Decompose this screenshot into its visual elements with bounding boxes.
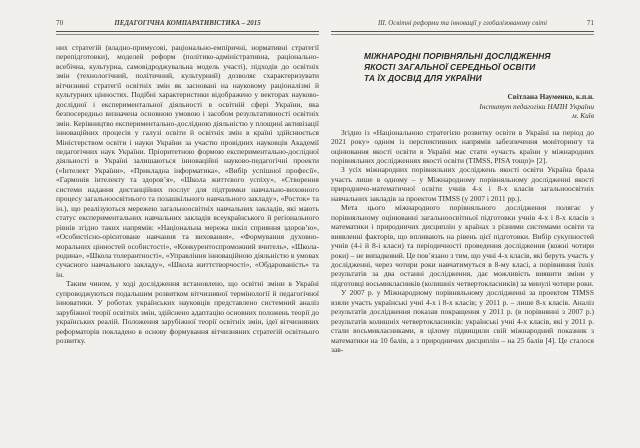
paragraph: Таким чином, у ході дослідження встановлено, що освітні зміни в Україні супроводжуються подальшим розвитком вітчизняної термінології й педагогічної інноватики. У роботах українських науковців представлено системний аналіз зарубіжної теорії освітніх змін, здійснено адаптацію основних положень теорії до українських реалій. Положення зарубіжної теорії освітніх змін, ідеї вітчизняних реформаторів покладено в основу формування вітчизняних стратегій освітнього розвитку. (56, 279, 319, 346)
article-title-line: ЯКОСТІ ЗАГАЛЬНОЇ СЕРЕДНЬОЇ ОСВІТИ (364, 61, 536, 72)
paragraph: них стратегій (владно-примусові, раціонально-емпіричні, нормативні стратегії перепідготовки), моделей реформ (політико-адміністративна, раціонально-всебічна, культурна, самовідроджувальна модель участі), підходів до освітніх змін (технологічний, політичний, культурний) дозволяє схарактеризувати вітчизняні стратегії освітніх змін як засновані на науковому раціоналізмі й культурних цінностях. Подібні характеристики відображено у векторах науково-дослідної і експериментальної діяльності в освітній сфері України, яка безпосередньо визначена основною умовою і засобом результативності освітніх змін. Керівництво експериментально-дослідною діяльністю у площині активізації інноваційних процесів у галузі освіти й освітніх змін в країні здійснюється Міністерством освіти і науки України за участю провідних науковців Академії педагогічних наук України. Пріоритетною формою експериментально-дослідної діяльності в Україні залишаються інноваційні науково-педагогічні проекти («Інтелект України», «Прикладна інформатика», «Вибір успішної професії», «Гармонія інтелекту та здоров’я», «Школа життєвого успіху», «Створення системи надання дистанційних послуг для підтримки навчально-виховного процесу загальноосвітнього та позашкільного навчального закладу», «Росток» та ін.), що реалізуються мережею загальноосвітніх навчальних закладів, які мають статус експериментальних навчальних закладів всеукраїнського й регіонального рівнів згідно таких напрямів: «Національна мережа шкіл сприяння здоров’ю», «Особистісно-орієнтоване навчання та виховання», «Формування духовно-моральних цінностей особистості», «Конкурентоспроможний вчитель», «Школа-родина», «Школа толерантності», «Управління інноваційною діяльністю в умовах сучасного навчального закладу», «Школа життєтворчості», «Обдарованість» та ін. (56, 43, 319, 279)
article-byline (331, 92, 594, 120)
article-city: м. Київ (572, 111, 594, 121)
right-body-text (331, 128, 594, 355)
left-header-rule (56, 31, 319, 35)
article-title-line: МІЖНАРОДНІ ПОРІВНЯЛЬНІ ДОСЛІДЖЕННЯ (364, 51, 551, 61)
left-running-head (56, 19, 319, 28)
left-running-title: ПЕДАГОГІЧНА КОМПАРАТИВІСТИКА – 2015 (114, 20, 261, 27)
paragraph: З усіх міжнародних порівняльних досліджень якості освіти Україна брала участь лише в одному – у Міжнародному порівняльному дослідженні якості природничо-математичної освіти учнів 4-х і 8-х класів загальноосвітніх навчальних закладів за проектом TIMSS (у 2007 і 2011 рр.). (331, 165, 594, 203)
article-affiliation: Інститут педагогіки НАПН України (479, 101, 594, 111)
right-header-rule (331, 31, 594, 35)
left-page-number: 70 (56, 19, 64, 27)
article-title (364, 51, 594, 83)
article-author: Світлана Науменко, к.п.н. (507, 92, 594, 102)
paragraph: Згідно із «Національною стратегією розвитку освіти в Україні на період до 2021 року» одним із перспективних напрямів забезпечення моніторингу та оцінювання якості освіти в Україні має стати «участь країни у міжнародних порівняльних дослідженнях якості освіти (TIMSS, PISA тощо)» [2]. (331, 127, 594, 165)
right-page-number: 71 (586, 19, 594, 27)
left-body-text (56, 43, 319, 346)
right-running-head (331, 19, 594, 28)
right-page (331, 19, 594, 354)
paragraph: Мета цього міжнародного порівняльного дослідження полягає у порівняльному оцінюванні загальноосвітньої підготовки учнів 4-х і 8-х класів з математики і природничих дисциплін у країнах з різними системами освіти та виявленні факторів, що впливають на рівень цієї підготовки. Вибір сукупностей учнів (4-і й 8-і класи) та періодичності проведення дослідження (кожні чотири роки) – не випадковий. Це пов’язано з тим, що учні 4-х класів, які беруть участь у дослідженні, через чотири роки навчатимуться в 8-му класі, а порівняння їхніх результатів за два останні дослідження, дає можливість виявити зміни у підготовці восьмикласників (колишніх четвертокласників) за минулі чотири роки. (331, 203, 594, 288)
article-title-line: ТА ЇХ ДОСВІД ДЛЯ УКРАЇНИ (364, 72, 482, 83)
paragraph: У 2007 р. у Міжнародному порівняльному дослідженні за проектом TIMSS взяли участь українські учні 4-х і 8-х класів; у 2011 р. – лише 8-х класів. Аналіз результатів дослідження показав покращення у 2011 р. (в порівнянні з 2007 р.) результатів колишніх четвертокласників: українські учні 4-х класів, які у 2011 р. стали восьмикласниками, в цілому підвищили свій міжнародний показник з математики на 10 балів, а з природничих дисциплін – на 25 балів [4]. Це сталося зав- (331, 288, 594, 355)
right-running-title: ІІІ. Освітні реформи та інновації у глобалізованому світі (377, 20, 548, 27)
left-page (56, 19, 319, 346)
